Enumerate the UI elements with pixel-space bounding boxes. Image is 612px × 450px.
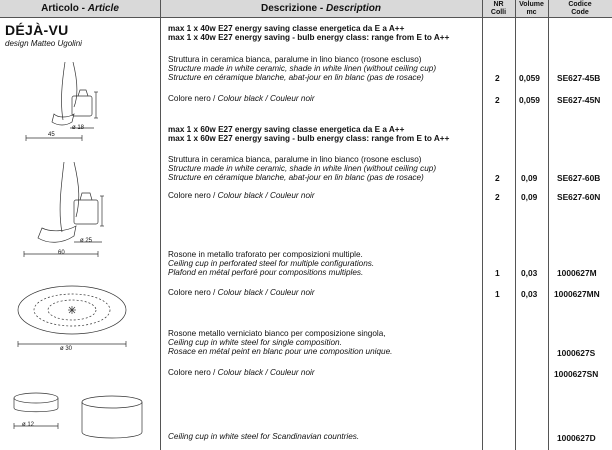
section-1-spec-2: max 1 x 40w E27 energy saving - bulb energy class: range from E to A++ <box>168 33 450 42</box>
section-4-color: Colore nero / Colour black / Couleur noir <box>168 368 315 377</box>
section-3-desc-it: Rosone in metallo traforato per composizioni multiple. <box>168 250 363 259</box>
section-4-code: 1000627S <box>557 348 596 358</box>
lamp-40-diameter: ø 18 <box>72 125 85 131</box>
section-1-spec-1: max 1 x 40w E27 energy saving classe energetica da E a A++ <box>168 24 405 33</box>
lamp-40-width: 45 <box>48 132 55 138</box>
rosette-drawing <box>14 280 134 352</box>
lamp-40-drawing <box>20 62 110 152</box>
cup-diameter: ø 12 <box>22 422 35 428</box>
section-5-code: 1000627D <box>557 433 596 443</box>
lamp-60-diameter: ø 25 <box>80 238 93 244</box>
section-1-color-volume: 0,059 <box>519 95 540 105</box>
section-3-color-volume: 0,03 <box>521 289 538 299</box>
header-description: Descrizione - Description <box>260 3 382 14</box>
section-2-color-volume: 0,09 <box>521 192 538 202</box>
cup-drawing <box>8 390 158 448</box>
section-1-code: SE627-45B <box>557 73 601 83</box>
section-1-color-nr: 2 <box>495 95 500 105</box>
section-2-color-nr: 2 <box>495 192 500 202</box>
section-1-color-code: SE627-45N <box>557 95 601 105</box>
section-2-nr: 2 <box>495 173 500 183</box>
section-1-volume: 0,059 <box>519 73 540 83</box>
section-2-volume: 0,09 <box>521 173 538 183</box>
section-2-desc-en: Structure made in white ceramic, shade in white linen (without ceiling cup) <box>168 164 437 173</box>
section-2-color: Colore nero / Colour black / Couleur noir <box>168 191 315 200</box>
section-3-color-code: 1000627MN <box>554 289 600 299</box>
lamp-60-width: 60 <box>58 250 65 256</box>
product-designer: design Matteo Ugolini <box>5 39 82 48</box>
section-2-color-code: SE627-60N <box>557 192 601 202</box>
column-divider <box>482 0 483 450</box>
column-divider <box>160 0 161 450</box>
section-4-desc-it: Rosone metallo verniciato bianco per composizione singola, <box>168 329 386 338</box>
lamp-60-drawing <box>18 162 118 262</box>
section-2-spec-1: max 1 x 60w E27 energy saving classe energetica da E a A++ <box>168 125 405 134</box>
section-1-desc-en: Structure made in white ceramic, shade in white linen (without ceiling cup) <box>168 64 437 73</box>
rosette-diameter: ø 30 <box>60 346 73 352</box>
section-3-desc-fr: Plafond en métal perforé pour compositions multiples. <box>168 268 364 277</box>
section-1-desc-fr: Structure en céramique blanche, abat-jour en lin blanc (pas de rosace) <box>168 73 424 82</box>
section-3-desc-en: Ceiling cup in perforated steel for multiple configurations. <box>168 259 375 268</box>
section-3-color: Colore nero / Colour black / Couleur noir <box>168 288 315 297</box>
product-name: DÉJÀ-VU <box>5 22 69 38</box>
column-divider <box>515 0 516 450</box>
section-1-desc-it: Struttura in ceramica bianca, paralume in lino bianco (rosone escluso) <box>168 55 422 64</box>
section-2-desc-fr: Structure en céramique blanche, abat-jour en lin blanc (pas de rosace) <box>168 173 424 182</box>
section-4-desc-fr: Rosace en métal peint en blanc pour une composition unique. <box>168 347 393 356</box>
section-2-desc-it: Struttura in ceramica bianca, paralume in lino bianco (rosone escluso) <box>168 155 422 164</box>
section-1-color: Colore nero / Colour black / Couleur noir <box>168 94 315 103</box>
section-3-code: 1000627M <box>557 268 597 278</box>
section-2-spec-2: max 1 x 60w E27 energy saving - bulb energy class: range from E to A++ <box>168 134 450 143</box>
section-2-code: SE627-60B <box>557 173 601 183</box>
section-1-nr: 2 <box>495 73 500 83</box>
section-5-desc-en: Ceiling cup in white steel for Scandinavian countries. <box>168 432 360 441</box>
section-3-color-nr: 1 <box>495 289 500 299</box>
section-4-desc-en: Ceiling cup in white steel for single composition. <box>168 338 342 347</box>
section-3-nr: 1 <box>495 268 500 278</box>
header-volume: Volume mc <box>519 0 544 16</box>
section-4-color-code: 1000627SN <box>554 369 599 379</box>
section-3-volume: 0,03 <box>521 268 538 278</box>
column-divider <box>548 0 549 450</box>
header-nr-colli: NR Colli <box>490 0 507 16</box>
header-article: Articolo - Article <box>41 3 119 14</box>
header-code: Codice Code <box>568 0 592 16</box>
